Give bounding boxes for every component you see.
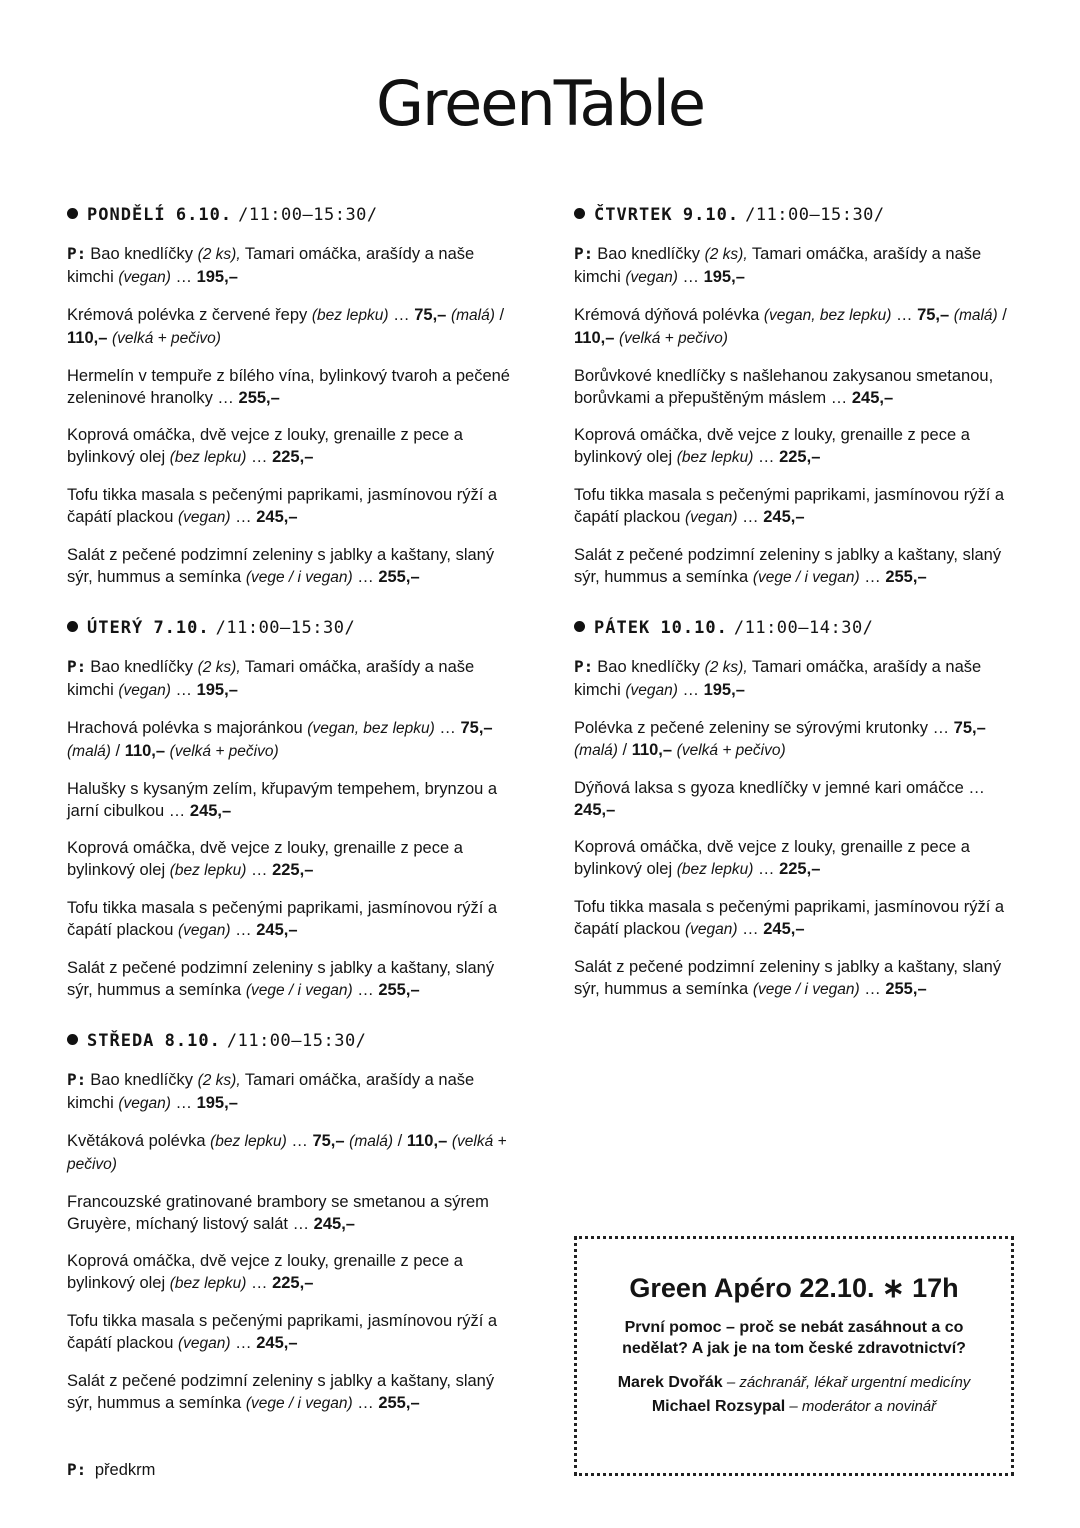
day-date: 9.10. bbox=[682, 205, 740, 225]
item-note: (vege / i vegan) bbox=[752, 981, 860, 998]
item-note: (malá) bbox=[574, 742, 618, 759]
item-text: Halušky s kysaným zelím, křupavým tempehem, brynzou a jarní cibulkou … bbox=[67, 780, 498, 820]
item-price: 75,– bbox=[953, 719, 986, 737]
item-text: Dýňová laksa s gyoza knedlíčky v jemné kari omáčce … bbox=[574, 779, 985, 797]
item-price: 225,– bbox=[779, 860, 821, 878]
item-text: / bbox=[393, 1132, 407, 1150]
item-text: Borůvkové knedlíčky s našlehanou zakysanou smetanou, borůvkami a přepuštěným máslem … bbox=[574, 367, 994, 407]
item-text: … bbox=[230, 921, 257, 939]
item-price: 195,– bbox=[196, 1094, 238, 1112]
menu-item bbox=[67, 778, 522, 822]
menu-item bbox=[67, 365, 522, 409]
menu-item bbox=[67, 1191, 522, 1235]
item-text: … bbox=[246, 448, 273, 466]
item-price: 245,– bbox=[851, 389, 894, 407]
item-price: 245,– bbox=[763, 920, 805, 938]
menu-item bbox=[574, 304, 1029, 350]
item-note: (malá) bbox=[953, 307, 998, 324]
legend bbox=[67, 1459, 155, 1481]
item-note: (2 ks), bbox=[197, 659, 241, 676]
item-price: 225,– bbox=[272, 861, 314, 879]
person-role: – moderátor a novinář bbox=[785, 1398, 937, 1415]
item-price: 255,– bbox=[238, 389, 280, 407]
item-text: Salát z pečené podzimní zeleniny s jablky a kaštany, slaný sýr, hummus a semínka bbox=[67, 546, 495, 586]
item-note: (vegan, bez lepku) bbox=[307, 720, 435, 737]
item-note: (2 ks), bbox=[704, 246, 748, 263]
item-note: (bez lepku) bbox=[169, 449, 247, 466]
menu-item bbox=[574, 484, 1029, 529]
event-title: Green Apéro 22.10. ∗ 17h bbox=[629, 1273, 959, 1303]
item-price: 255,– bbox=[378, 981, 420, 999]
event-person bbox=[577, 1395, 1011, 1419]
starter-prefix: P: bbox=[67, 1070, 87, 1089]
day-hours: /11:00—15:30/ bbox=[226, 1031, 367, 1051]
item-text: Tofu tikka masala s pečenými paprikami, jasmínovou rýží a čapátí plackou bbox=[574, 898, 1005, 938]
item-text: Bao knedlíčky bbox=[90, 658, 198, 676]
item-price: 195,– bbox=[196, 268, 238, 286]
item-note: (malá) bbox=[349, 1133, 394, 1150]
menu-item bbox=[574, 777, 1029, 821]
menu-item bbox=[574, 656, 1029, 702]
item-price: 75,– bbox=[414, 306, 447, 324]
menu-item bbox=[574, 243, 1029, 289]
item-text: … bbox=[388, 306, 415, 324]
item-price: 195,– bbox=[703, 681, 745, 699]
item-text: Krémová polévka z červené řepy bbox=[67, 306, 312, 324]
item-text: … bbox=[677, 681, 704, 699]
item-text: Koprová omáčka, dvě vejce z louky, grenaille z pece a bylinkový olej bbox=[574, 426, 970, 466]
menu-item bbox=[67, 1250, 522, 1295]
item-text: … bbox=[246, 1274, 273, 1292]
item-text: Salát z pečené podzimní zeleniny s jablky a kaštany, slaný sýr, hummus a semínka bbox=[574, 546, 1002, 586]
menu-item bbox=[574, 544, 1029, 589]
item-text: Tamari omáčka, arašídy a naše kimchi bbox=[67, 1071, 475, 1112]
item-price: 195,– bbox=[703, 268, 745, 286]
item-text: … bbox=[737, 920, 764, 938]
menu-item bbox=[574, 896, 1029, 941]
item-note: (bez lepku) bbox=[169, 862, 247, 879]
item-text: … bbox=[753, 860, 780, 878]
menu-item bbox=[574, 836, 1029, 881]
item-text: / bbox=[617, 741, 632, 759]
day-hours: /11:00—15:30/ bbox=[238, 205, 378, 225]
menu-item bbox=[574, 424, 1029, 469]
item-text: … bbox=[170, 681, 197, 699]
item-text: … bbox=[352, 1394, 379, 1412]
item-note: (2 ks), bbox=[197, 1072, 241, 1089]
item-text: Salát z pečené podzimní zeleniny s jablky a kaštany, slaný sýr, hummus a semínka bbox=[67, 959, 495, 999]
day-name: PONDĚLÍ bbox=[87, 205, 166, 225]
item-price: 195,– bbox=[196, 681, 238, 699]
menu-item bbox=[67, 1069, 522, 1115]
item-text: Tofu tikka masala s pečenými paprikami, jasmínovou rýží a čapátí plackou bbox=[67, 1312, 498, 1352]
item-text: … bbox=[891, 306, 918, 324]
day-name: ČTVRTEK bbox=[594, 205, 673, 225]
item-note: (malá) bbox=[67, 743, 111, 760]
item-price: 75,– bbox=[917, 306, 950, 324]
bullet-dot-icon bbox=[67, 208, 78, 219]
item-note: (velká + pečivo) bbox=[169, 743, 279, 760]
item-text: Hermelín v tempuře z bílého vína, bylinkový tvaroh a pečené zeleninové hranolky … bbox=[67, 367, 510, 407]
item-note: (velká + pečivo) bbox=[676, 742, 786, 759]
item-text: Bao knedlíčky bbox=[90, 1071, 198, 1089]
item-text: Tamari omáčka, arašídy a naše kimchi bbox=[574, 658, 982, 699]
item-note: (2 ks), bbox=[704, 659, 748, 676]
day-section-pondeli bbox=[67, 205, 527, 604]
menu-item bbox=[574, 717, 1029, 762]
item-note: (vegan) bbox=[118, 682, 171, 699]
event-box bbox=[574, 1236, 1014, 1476]
legend-prefix: P: bbox=[67, 1460, 87, 1479]
item-text: … bbox=[286, 1132, 313, 1150]
item-text: … bbox=[352, 568, 379, 586]
item-price: 245,– bbox=[189, 802, 232, 820]
item-price: 110,– bbox=[67, 329, 108, 347]
item-note: (vegan) bbox=[625, 269, 678, 286]
menu-item bbox=[67, 243, 522, 289]
item-text: Krémová dýňová polévka bbox=[574, 306, 764, 324]
day-section-streda bbox=[67, 1031, 527, 1430]
menu-item bbox=[67, 897, 522, 942]
item-text: … bbox=[677, 268, 704, 286]
starter-prefix: P: bbox=[574, 244, 594, 263]
item-note: (vegan) bbox=[685, 509, 738, 526]
item-text: Květáková polévka bbox=[67, 1132, 211, 1150]
item-text: … bbox=[753, 448, 780, 466]
item-note: (velká + pečivo) bbox=[111, 330, 221, 347]
item-price: 225,– bbox=[779, 448, 821, 466]
item-note: (2 ks), bbox=[197, 246, 241, 263]
item-text: Tamari omáčka, arašídy a naše kimchi bbox=[67, 658, 475, 699]
item-text: Bao knedlíčky bbox=[90, 245, 198, 263]
item-price: 225,– bbox=[272, 448, 314, 466]
starter-prefix: P: bbox=[67, 657, 87, 676]
day-hours: /11:00—14:30/ bbox=[733, 618, 874, 638]
day-heading bbox=[67, 205, 527, 225]
item-text: Koprová omáčka, dvě vejce z louky, grenaille z pece a bylinkový olej bbox=[67, 426, 463, 466]
item-price: 245,– bbox=[256, 921, 298, 939]
item-note: (bez lepku) bbox=[676, 449, 754, 466]
day-name: ÚTERÝ bbox=[87, 618, 144, 638]
menu-item bbox=[574, 365, 1029, 409]
item-price: 255,– bbox=[378, 568, 420, 586]
item-note: (velká + pečivo) bbox=[67, 1133, 507, 1173]
item-text: Francouzské gratinované brambory se smetanou a sýrem Gruyère, míchaný listový salát … bbox=[67, 1193, 489, 1233]
item-text: … bbox=[246, 861, 273, 879]
item-price: 75,– bbox=[460, 719, 493, 737]
day-section-patek bbox=[574, 618, 1034, 1016]
item-note: (vegan) bbox=[178, 1335, 231, 1352]
item-note: (vegan) bbox=[178, 509, 231, 526]
item-text: … bbox=[859, 980, 886, 998]
person-name: Michael Rozsypal bbox=[651, 1398, 786, 1415]
bullet-dot-icon bbox=[67, 1034, 78, 1045]
item-text: … bbox=[859, 568, 886, 586]
menu-item bbox=[67, 304, 522, 350]
item-text: … bbox=[434, 719, 461, 737]
item-text: Koprová omáčka, dvě vejce z louky, grenaille z pece a bylinkový olej bbox=[67, 1252, 463, 1292]
item-text: Tofu tikka masala s pečenými paprikami, jasmínovou rýží a čapátí plackou bbox=[67, 899, 498, 939]
item-text: … bbox=[230, 1334, 257, 1352]
item-note: (vege / i vegan) bbox=[752, 569, 860, 586]
brand-logo: GreenTable bbox=[375, 67, 705, 140]
item-note: (vege / i vegan) bbox=[245, 569, 353, 586]
item-text: … bbox=[737, 508, 764, 526]
menu-item bbox=[67, 1130, 522, 1176]
menu-item bbox=[67, 424, 522, 469]
day-date: 7.10. bbox=[153, 618, 210, 638]
item-note: (velká + pečivo) bbox=[618, 330, 728, 347]
item-text: Bao knedlíčky bbox=[597, 245, 705, 263]
item-price: 255,– bbox=[378, 1394, 420, 1412]
day-hours: /11:00—15:30/ bbox=[745, 205, 885, 225]
event-subtitle: První pomoc – proč se nebát zasáhnout a co nedělat? A jak je na tom české zdravotnictví? bbox=[622, 1319, 966, 1357]
bullet-dot-icon bbox=[67, 621, 78, 632]
menu-item bbox=[67, 656, 522, 702]
item-text: Tofu tikka masala s pečenými paprikami, jasmínovou rýží a čapátí plackou bbox=[574, 486, 1005, 526]
legend-text: předkrm bbox=[94, 1461, 156, 1479]
item-note: (vegan) bbox=[685, 921, 738, 938]
item-price: 75,– bbox=[312, 1132, 345, 1150]
item-text: … bbox=[230, 508, 257, 526]
item-note: (bez lepku) bbox=[210, 1133, 287, 1150]
item-note: (bez lepku) bbox=[169, 1275, 247, 1292]
item-text: Bao knedlíčky bbox=[597, 658, 705, 676]
item-price: 245,– bbox=[256, 1334, 298, 1352]
item-price: 110,– bbox=[406, 1132, 448, 1150]
item-note: (malá) bbox=[450, 307, 495, 324]
item-note: (vege / i vegan) bbox=[245, 982, 353, 999]
day-section-ctvrtek bbox=[574, 205, 1034, 604]
item-text: Salát z pečené podzimní zeleniny s jablky a kaštany, slaný sýr, hummus a semínka bbox=[67, 1372, 495, 1412]
menu-item bbox=[67, 484, 522, 529]
item-price: 255,– bbox=[885, 568, 927, 586]
bullet-dot-icon bbox=[574, 621, 585, 632]
item-price: 245,– bbox=[313, 1215, 355, 1233]
item-text: Hrachová polévka s majoránkou bbox=[67, 719, 308, 737]
person-role: – záchranář, lékař urgentní medicíny bbox=[722, 1374, 971, 1391]
menu-item bbox=[67, 957, 522, 1002]
day-section-utery bbox=[67, 618, 527, 1017]
day-heading bbox=[67, 1031, 527, 1051]
starter-prefix: P: bbox=[67, 244, 87, 263]
item-note: (vege / i vegan) bbox=[245, 1395, 353, 1412]
menu-item bbox=[67, 544, 522, 589]
item-text: Koprová omáčka, dvě vejce z louky, grenaille z pece a bylinkový olej bbox=[67, 839, 463, 879]
item-text: … bbox=[170, 268, 197, 286]
person-name: Marek Dvořák bbox=[617, 1374, 723, 1391]
item-note: (vegan, bez lepku) bbox=[763, 307, 892, 324]
bullet-dot-icon bbox=[574, 208, 585, 219]
day-date: 6.10. bbox=[175, 205, 233, 225]
item-price: 245,– bbox=[574, 801, 616, 819]
menu-item bbox=[67, 837, 522, 882]
item-text: Polévka z pečené zeleniny se sýrovými krutonky … bbox=[574, 719, 954, 737]
menu-item bbox=[67, 717, 522, 763]
menu-item bbox=[67, 1370, 522, 1415]
item-note: (vegan) bbox=[118, 269, 171, 286]
item-text: / bbox=[110, 742, 125, 760]
event-person bbox=[577, 1371, 1011, 1395]
menu-item bbox=[574, 956, 1029, 1001]
item-text: / bbox=[494, 306, 505, 324]
item-note: (vegan) bbox=[625, 682, 678, 699]
day-hours: /11:00—15:30/ bbox=[215, 618, 356, 638]
item-text: Koprová omáčka, dvě vejce z louky, grenaille z pece a bylinkový olej bbox=[574, 838, 970, 878]
day-date: 10.10. bbox=[660, 618, 728, 638]
item-text: … bbox=[170, 1094, 197, 1112]
item-text: Salát z pečené podzimní zeleniny s jablky a kaštany, slaný sýr, hummus a semínka bbox=[574, 958, 1002, 998]
item-price: 110,– bbox=[124, 742, 166, 760]
item-text: … bbox=[352, 981, 379, 999]
item-note: (vegan) bbox=[178, 922, 231, 939]
item-price: 245,– bbox=[256, 508, 298, 526]
starter-prefix: P: bbox=[574, 657, 594, 676]
item-price: 110,– bbox=[631, 741, 673, 759]
item-text: Tamari omáčka, arašídy a naše kimchi bbox=[67, 245, 475, 286]
day-heading bbox=[574, 618, 1034, 638]
item-price: 110,– bbox=[574, 329, 615, 347]
day-date: 8.10. bbox=[164, 1031, 221, 1051]
item-note: (bez lepku) bbox=[676, 861, 754, 878]
item-text: / bbox=[997, 306, 1007, 324]
item-note: (vegan) bbox=[118, 1095, 171, 1112]
item-text: Tofu tikka masala s pečenými paprikami, jasmínovou rýží a čapátí plackou bbox=[67, 486, 498, 526]
day-name: STŘEDA bbox=[87, 1031, 155, 1051]
day-heading bbox=[67, 618, 527, 638]
item-text: Tamari omáčka, arašídy a naše kimchi bbox=[574, 245, 982, 286]
item-price: 225,– bbox=[272, 1274, 314, 1292]
day-name: PÁTEK bbox=[594, 618, 651, 638]
item-note: (bez lepku) bbox=[311, 307, 389, 324]
item-price: 245,– bbox=[763, 508, 805, 526]
event-people bbox=[577, 1371, 1011, 1419]
day-heading bbox=[574, 205, 1034, 225]
menu-item bbox=[67, 1310, 522, 1355]
item-price: 255,– bbox=[885, 980, 927, 998]
